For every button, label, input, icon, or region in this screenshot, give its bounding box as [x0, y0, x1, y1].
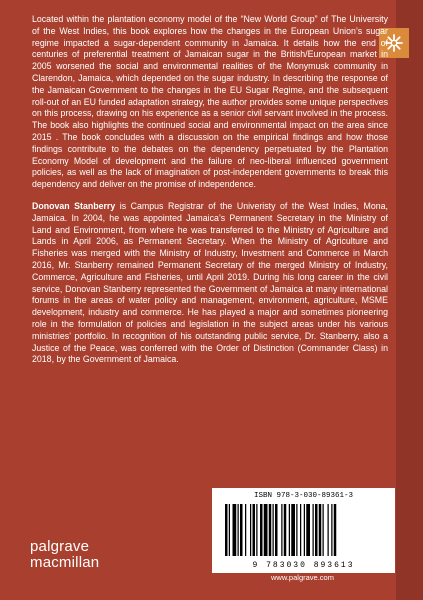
barcode-bar — [334, 504, 337, 556]
barcode-bar — [289, 504, 290, 556]
barcode-bar — [260, 504, 263, 556]
barcode-bar — [253, 504, 256, 556]
isbn-label: ISBN 978-3-030-89361-3 — [253, 492, 354, 500]
barcode-bar — [275, 504, 278, 556]
barcode-bar — [250, 504, 251, 556]
blurb-text — [32, 14, 388, 376]
barcode-bar — [233, 504, 237, 556]
publisher-url: www.palgrave.com — [271, 573, 334, 582]
barcode-bar — [300, 504, 301, 556]
barcode-bar — [273, 504, 274, 556]
barcode-bar — [269, 504, 272, 556]
barcode-bar — [225, 504, 228, 556]
barcode-bar — [229, 504, 230, 556]
barcode-bar — [281, 504, 282, 556]
barcode-bar — [264, 504, 268, 556]
barcode-bars — [223, 504, 384, 556]
author-bio-text: is Campus Registrar of the Univeristy of the West Indies, Mona, Jamaica. In 2004, he was appointed Jamaica’s Permanent Secretary in the Ministry of Land and Environment, from where he was transferred to the Ministry of Agriculture and Lands in April 2006, as Permanent Secretary. When the Ministry of Agriculture and Fisheries was merged with the Ministry of Industry, Investment and Commerce in March 2016, Mr. Stanberry remained Permanent Secretary of the merged Ministry of Industry, Commerce, Agriculture and Fisheries, until April 2019. During his long career in the civil service, Donovan Stanberry represented the Government of Jamaica at many international forums in the areas of water policy and management, environment, agriculture, MSME development, industry and commerce. He has played a major and sometimes pioneering role in the formulation of policies and legislation in the subject areas under his various ministries’ portfolio. In recognition of his outstanding public service, Dr. Stanberry, also a Justice of the Peace, was conferred with the Order of Distinction (Commander Class) in 2018, by the Government of Jamaica. — [32, 200, 388, 365]
author-name: Donovan Stanberry — [32, 200, 116, 211]
barcode-bar — [238, 504, 239, 556]
barcode-bar — [245, 504, 246, 556]
logo-line-1: palgrave — [30, 538, 90, 555]
accent-band — [396, 0, 423, 600]
isbn-barcode — [212, 488, 395, 573]
palgrave-macmillan-logo — [30, 539, 99, 571]
barcode-bar — [296, 504, 297, 556]
barcode-bar — [315, 504, 318, 556]
barcode-bar — [304, 504, 305, 556]
barcode-digits: 9 783030 893613 — [252, 561, 355, 570]
barcode-bar — [319, 504, 322, 556]
barcode-bar — [291, 504, 295, 556]
barcode-bar — [331, 504, 332, 556]
barcode-bar — [240, 504, 243, 556]
barcode-bar — [323, 504, 324, 556]
author-bio — [32, 201, 388, 366]
barcode-bar — [284, 504, 287, 556]
barcode-bar — [328, 504, 329, 556]
barcode-bar — [306, 504, 310, 556]
book-description: Located within the plantation economy model of the “New World Group” of The University of the West Indies, this book explores how the changes in the European Union’s sugar regime impacted a sugar-dependent community in Jamaica. It details how the end of centuries of preferential treatment of Jamaican sugar in the British/European market in 2005 worsened the social and environmental realities of the Monymusk community in Clarendon, Jamaica, which depended on the sugar industry. In describing the response of the Jamaican Government to the changes in the EU Sugar Regime, and the subsequent roll-out of an EU funded adaptation strategy, the author provides some unique perspectives on this process, drawing on his experience as a senior civil servant involved in the process. The book also highlights the continued social and environmental impact on the area since 2015 . The book concludes with a discussion on the empirical findings and how those findings contribute to the debates on the dependency perpetuated by the Plantation Economy Model of development and the failure of neo-liberal influenced government policies, as well as the lack of imagination of post-independent governments to break this dependency and deliver on the promise of independence. — [32, 14, 388, 190]
barcode-bar — [256, 504, 257, 556]
barcode-bar — [313, 504, 314, 556]
logo-line-2: macmillan — [30, 554, 100, 571]
